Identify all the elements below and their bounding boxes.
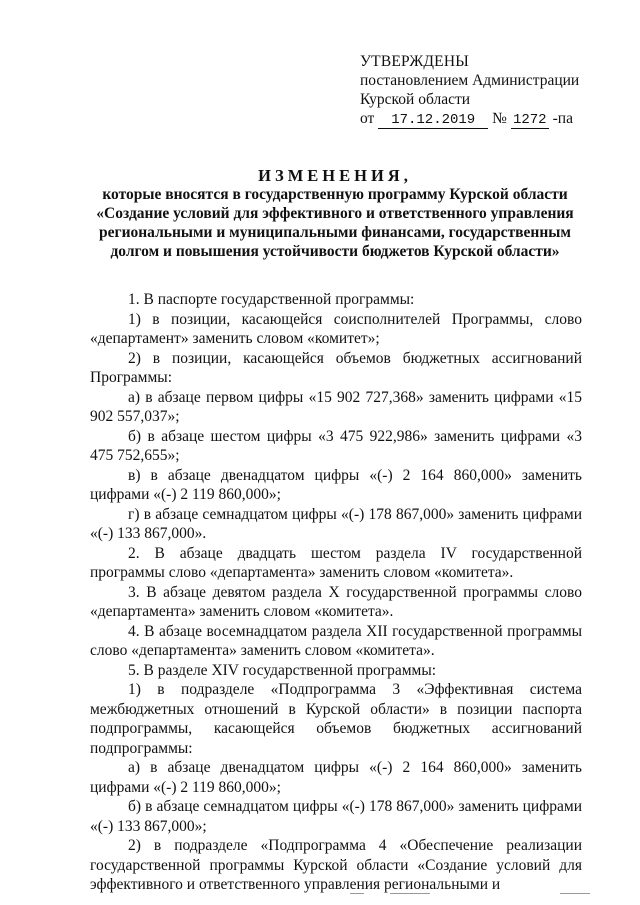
paragraph: а) в абзаце двенадцатом цифры «(-) 2 164 860,000» заменить цифрами «(-) 2 119 860,000»; [90, 759, 582, 796]
number-label: № [492, 110, 507, 127]
scan-mark [350, 893, 364, 894]
scan-mark [390, 893, 430, 894]
paragraph: 2. В абзаце двадцать шестом раздела IV государственной программы слово «департамента» заменить словом «комитета». [90, 544, 582, 581]
title-line-4: долгом и повышения устойчивости бюджетов Курской области» [110, 243, 560, 260]
number-suffix: -па [552, 110, 573, 127]
paragraph: б) в абзаце шестом цифры «3 475 922,986» заменить цифрами «3 475 752,655»; [90, 427, 582, 464]
title-line-1: которые вносятся в государственную программу Курской области [102, 186, 568, 203]
document-body [90, 290, 582, 895]
paragraph: в) в абзаце двенадцатом цифры «(-) 2 164 860,000» заменить цифрами «(-) 2 119 860,000»; [90, 466, 582, 503]
paragraph: 4. В абзаце восемнадцатом раздела XII государственной программы слово «департамента» заменить словом «комитета». [90, 622, 582, 659]
paragraph: 3. В абзаце девятом раздела X государственной программы слово «департамента» заменить словом «комитета». [90, 583, 582, 620]
paragraph: б) в абзаце семнадцатом цифры «(-) 178 867,000» заменить цифрами «(-) 133 867,000»; [90, 798, 582, 835]
paragraph: 1) в подразделе «Подпрограмма 3 «Эффективная система межбюджетных отношений в Курской области» в позиции паспорта подпрограммы, касающейся объемов бюджетных ассигнований подпрограммы: [90, 681, 582, 757]
approval-date-line [360, 109, 630, 129]
paragraph: 5. В разделе XIV государственной программы: [128, 661, 437, 679]
document-title [70, 166, 600, 261]
approval-line-2: Курской области [360, 91, 471, 108]
approval-heading: УТВЕРЖДЕНЫ [360, 53, 469, 70]
paragraph: 1) в позиции, касающейся соисполнителей Программы, слово «департамент» заменить словом «комитет»; [90, 310, 582, 347]
approval-stamp [360, 52, 630, 129]
approval-line-1: постановлением Администрации [360, 72, 580, 89]
paragraph: 2) в позиции, касающейся объемов бюджетных ассигнований Программы: [90, 349, 582, 386]
paragraph: 1. В паспорте государственной программы: [128, 291, 415, 308]
paragraph: г) в абзаце семнадцатом цифры «(-) 178 867,000» заменить цифрами «(-) 133 867,000». [90, 505, 582, 542]
scan-artifacts [330, 893, 590, 897]
title-line-3: региональными и муниципальными финансами, государственным [99, 224, 571, 241]
title-line-2: «Создание условий для эффективного и ответственного управления [96, 205, 574, 222]
from-label: от [360, 110, 375, 127]
approval-number: 1272 [511, 113, 549, 129]
scan-mark [560, 893, 590, 894]
title-main: ИЗМЕНЕНИЯ, [258, 166, 412, 185]
paragraph: а) в абзаце первом цифры «15 902 727,368» заменить цифрами «15 902 557,037»; [90, 388, 582, 425]
paragraph: 2) в подразделе «Подпрограмма 4 «Обеспечение реализации государственной программы Курской области «Создание условий для эффективного и ответственного управления региональными и [90, 837, 582, 893]
approval-date: 17.12.2019 [378, 113, 488, 129]
